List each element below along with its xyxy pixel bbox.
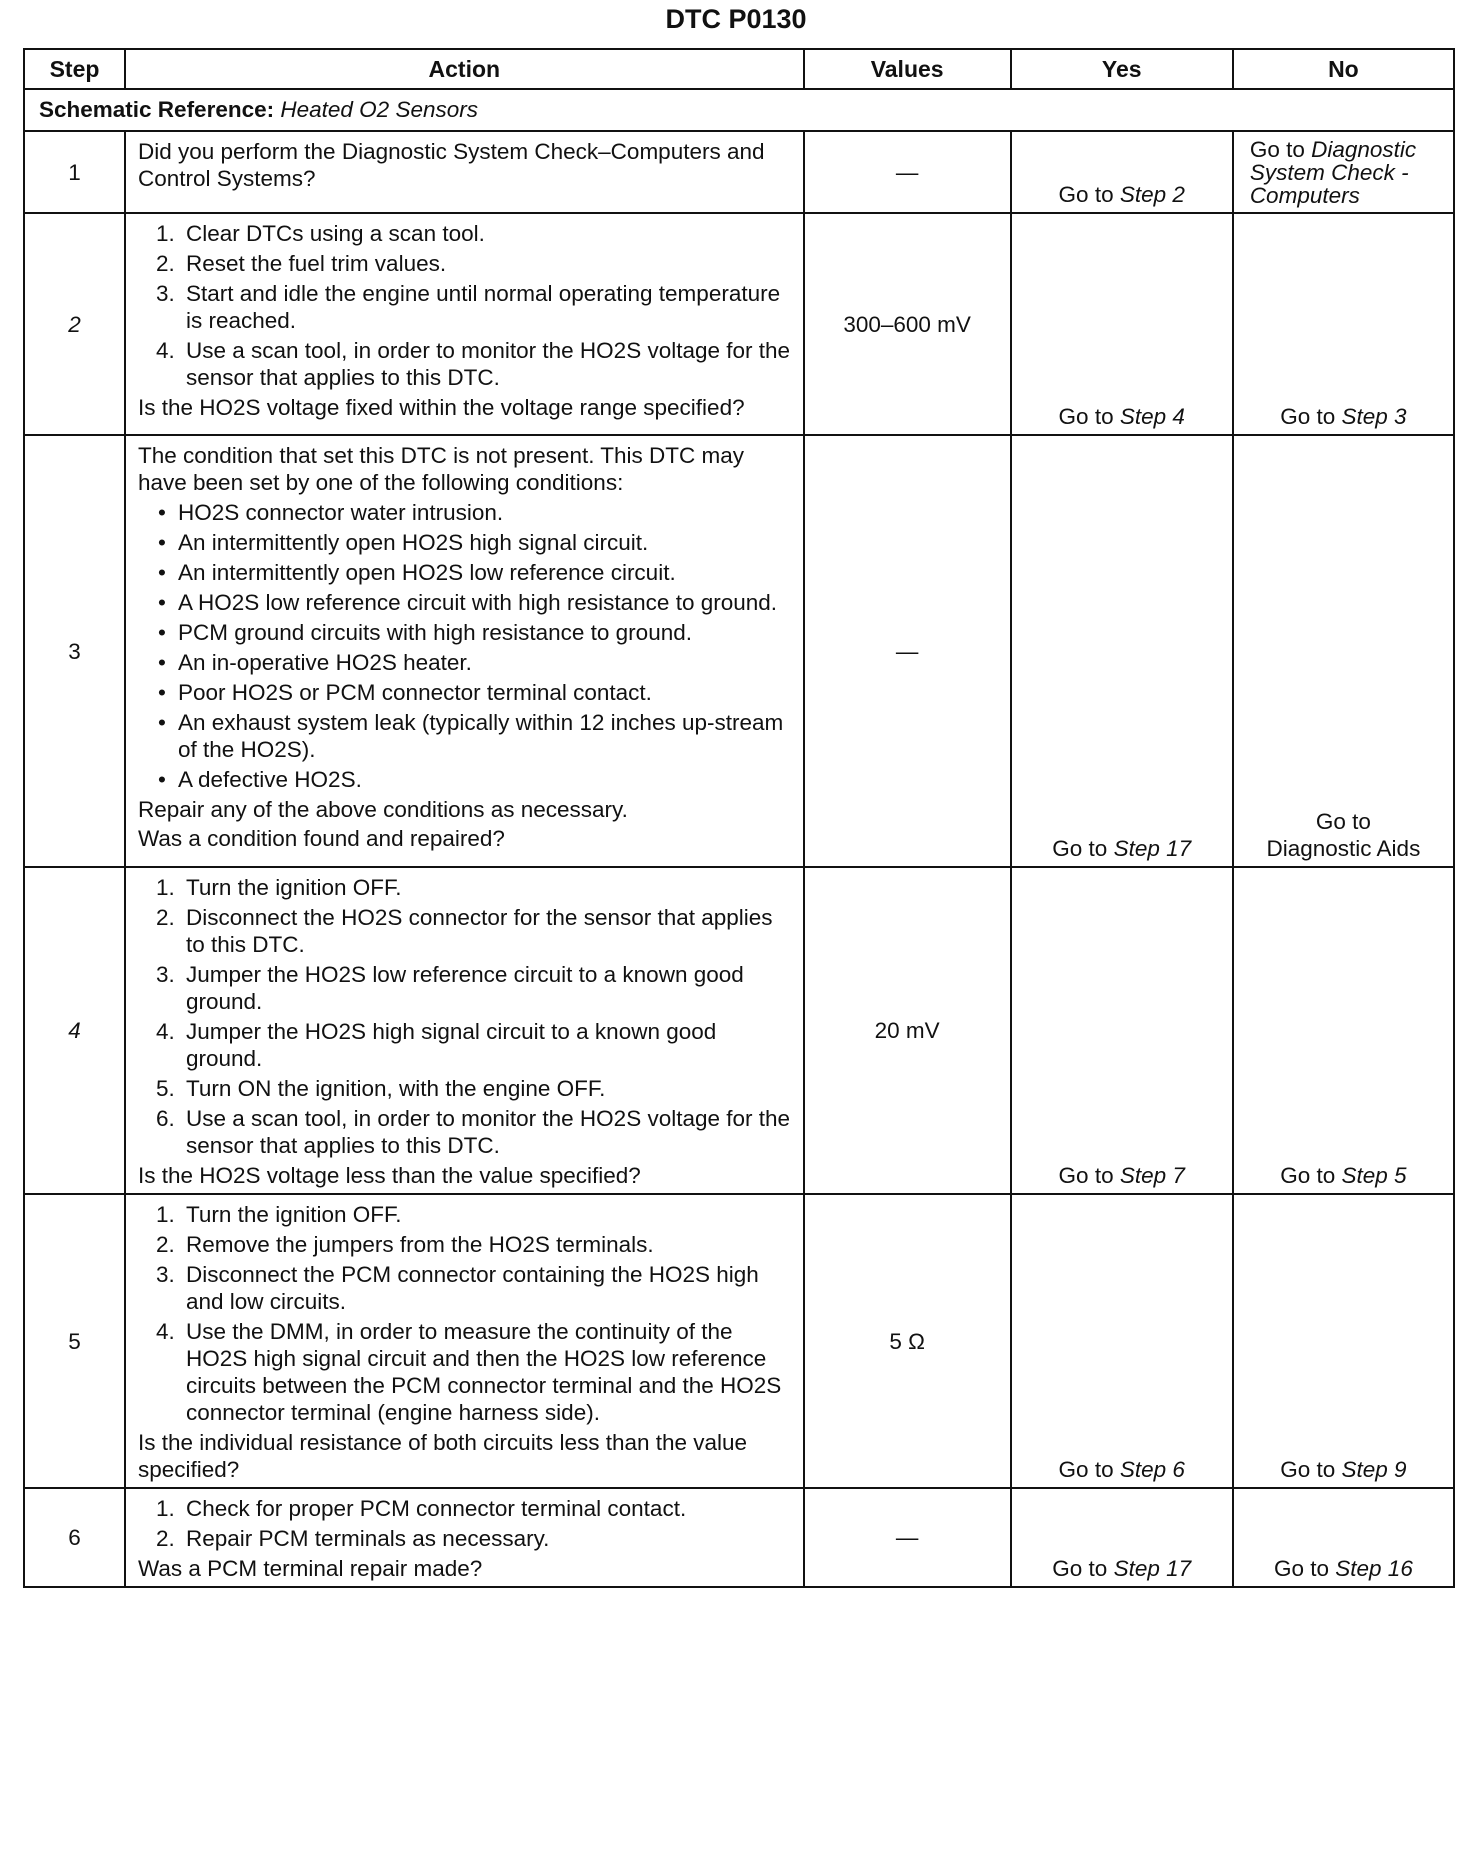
no-cell [1233,1488,1454,1587]
yes-cell [1011,867,1233,1194]
step-number: 3 [24,435,125,867]
table-header-row [24,49,1454,89]
list-item: 5. Turn ON the ignition, with the engine OFF. [155,1076,606,1101]
list-item: 2. Disconnect the HO2S connector for the sensor that applies to this DTC. [155,905,773,957]
no-prefix: Go to [1280,1163,1342,1188]
no-link[interactable]: Step 3 [1341,404,1407,429]
list-item: 2. Repair PCM terminals as necessary. [155,1526,550,1551]
list-item: • An intermittently open HO2S low reference circuit. [138,559,791,586]
table-row [24,867,1454,1194]
header-values: Values [804,49,1011,89]
list-item: 1. Check for proper PCM connector terminal contact. [155,1496,687,1521]
procedure-list [138,1495,791,1552]
yes-cell [1011,435,1233,867]
yes-cell [1011,1194,1233,1488]
step-number: 1 [24,131,125,213]
yes-link[interactable]: Step 17 [1113,1556,1192,1581]
conditions-list [138,499,791,793]
list-item: • HO2S connector water intrusion. [138,499,791,526]
values-cell: — [804,1488,1011,1587]
list-item: • PCM ground circuits with high resistance to ground. [138,619,791,646]
list-item: • A defective HO2S. [138,766,791,793]
list-item: • Poor HO2S or PCM connector terminal contact. [138,679,791,706]
yes-prefix: Go to [1052,836,1114,861]
yes-prefix: Go to [1058,182,1120,207]
table-row [24,435,1454,867]
action-cell [125,1488,804,1587]
header-action: Action [125,49,804,89]
list-item: • A HO2S low reference circuit with high resistance to ground. [138,589,791,616]
list-item: 3. Disconnect the PCM connector containing the HO2S high and low circuits. [155,1262,759,1314]
action-cell [125,131,804,213]
no-prefix: Go to [1280,1457,1342,1482]
list-item: 1. Turn the ignition OFF. [155,1202,402,1227]
no-link[interactable]: Diagnostic Aids [1266,836,1421,861]
list-item: 1. Turn the ignition OFF. [155,875,402,900]
yes-link[interactable]: Step 4 [1119,404,1185,429]
values-cell: — [804,435,1011,867]
values-cell: 5 Ω [804,1194,1011,1488]
yes-link[interactable]: Step 6 [1119,1457,1185,1482]
question-text: Is the HO2S voltage fixed within the voltage range specified? [137,395,745,420]
list-item: 4. Use a scan tool, in order to monitor the HO2S voltage for the sensor that applies to this DTC. [155,338,791,390]
procedure-list [138,874,791,1159]
diagnostic-table [23,48,1455,1588]
list-item: 2. Remove the jumpers from the HO2S terminals. [155,1232,654,1257]
values-cell: 300–600 mV [804,213,1011,435]
question-text: Is the HO2S voltage less than the value specified? [137,1163,641,1188]
list-item: • An intermittently open HO2S high signal circuit. [138,529,791,556]
yes-prefix: Go to [1058,404,1120,429]
schematic-label: Schematic Reference: [39,97,275,122]
no-cell [1233,867,1454,1194]
procedure-list [138,1201,791,1426]
repair-text: Repair any of the above conditions as necessary. [137,797,628,822]
no-link[interactable]: Diagnostic System Check - [1249,137,1417,185]
no-prefix: Go to [1280,404,1342,429]
list-item: 2. Reset the fuel trim values. [155,251,447,276]
no-cell [1233,131,1454,213]
action-cell [125,435,804,867]
no-cell [1233,213,1454,435]
values-cell: — [804,131,1011,213]
list-item: 3. Start and idle the engine until normal operating temperature is reached. [155,281,781,333]
list-item: 4. Jumper the HO2S high signal circuit to a known good ground. [155,1019,717,1071]
no-link-cont[interactable]: Computers [1249,183,1360,208]
yes-prefix: Go to [1052,1556,1114,1581]
yes-cell [1011,213,1233,435]
no-prefix: Go to [1315,809,1371,834]
list-item: 4. Use the DMM, in order to measure the continuity of the HO2S high signal circuit and then the HO2S low reference circuits between the PCM connector terminal and the HO2S connector terminal (engine harness side). [155,1319,782,1425]
header-no: No [1233,49,1454,89]
question-text: Is the individual resistance of both circuits less than the value specified? [137,1430,748,1482]
no-link[interactable]: Step 5 [1341,1163,1407,1188]
yes-link[interactable]: Step 17 [1113,836,1192,861]
schematic-row [24,89,1454,131]
header-yes: Yes [1011,49,1233,89]
step-number: 5 [24,1194,125,1488]
schematic-reference [24,89,1454,131]
header-step: Step [24,49,125,89]
table-row [24,1488,1454,1587]
question-text: Was a condition found and repaired? [137,826,505,851]
yes-cell [1011,131,1233,213]
intro-text: The condition that set this DTC is not present. This DTC may have been set by one of the following conditions: [137,443,745,495]
yes-cell [1011,1488,1233,1587]
question-text: Was a PCM terminal repair made? [137,1556,483,1581]
yes-link[interactable]: Step 7 [1119,1163,1185,1188]
step-number: 2 [24,213,125,435]
page-title: DTC P0130 [665,4,807,34]
action-cell [125,867,804,1194]
action-cell [125,1194,804,1488]
step-number: 6 [24,1488,125,1587]
list-item: • An in-operative HO2S heater. [138,649,791,676]
list-item: 6. Use a scan tool, in order to monitor the HO2S voltage for the sensor that applies to this DTC. [155,1106,791,1158]
list-item: • An exhaust system leak (typically within 12 inches up-stream of the HO2S). [138,709,791,763]
list-item: 3. Jumper the HO2S low reference circuit to a known good ground. [155,962,744,1014]
no-prefix: Go to [1249,137,1312,162]
no-prefix: Go to [1273,1556,1336,1581]
yes-link[interactable]: Step 2 [1119,182,1185,207]
yes-prefix: Go to [1058,1457,1120,1482]
table-row [24,1194,1454,1488]
no-link[interactable]: Step 9 [1341,1457,1407,1482]
values-cell: 20 mV [804,867,1011,1194]
no-cell [1233,435,1454,867]
yes-prefix: Go to [1058,1163,1120,1188]
action-text: Did you perform the Diagnostic System Check–Computers and Control Systems? [137,139,765,191]
procedure-list [138,220,791,391]
list-item: 1. Clear DTCs using a scan tool. [155,221,485,246]
step-number: 4 [24,867,125,1194]
table-row [24,131,1454,213]
schematic-value: Heated O2 Sensors [280,97,478,122]
no-link[interactable]: Step 16 [1335,1556,1413,1581]
table-row [24,213,1454,435]
action-cell [125,213,804,435]
no-cell [1233,1194,1454,1488]
